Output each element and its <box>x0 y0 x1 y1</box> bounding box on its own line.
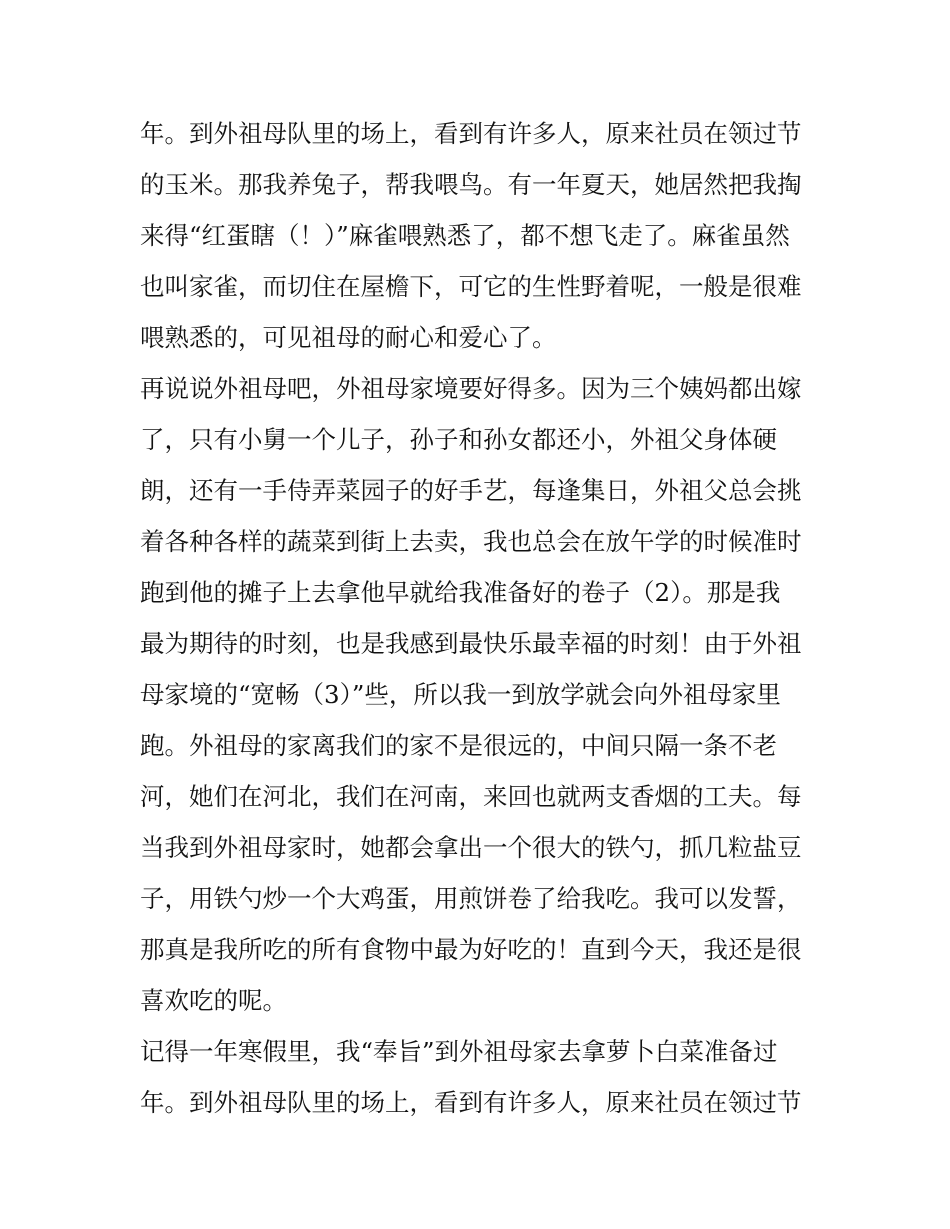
text-line: 记得一年寒假里，我“奉旨”到外祖母家去拿萝卜白菜准备过 <box>140 1037 778 1066</box>
text-line: 最为期待的时刻，也是我感到最快乐最幸福的时刻！由于外祖 <box>140 629 802 658</box>
text-line: 当我到外祖母家时，她都会拿出一个很大的铁勺，抓几粒盐豆 <box>140 833 802 862</box>
text-line: 着各种各样的蔬菜到街上去卖，我也总会在放午学的时候准时 <box>140 527 802 556</box>
text-line: 母家境的“宽畅（3）”些，所以我一到放学就会向外祖母家里 <box>140 680 781 709</box>
body-text <box>140 108 820 1128</box>
text-line: 跑到他的摊子上去拿他早就给我准备好的卷子（2）。那是我 <box>140 578 781 607</box>
text-line: 那真是我所吃的所有食物中最为好吃的！直到今天，我还是很 <box>140 935 802 964</box>
text-line: 也叫家雀，而切住在屋檐下，可它的生性野着呢，一般是很难 <box>140 272 802 301</box>
text-line: 的玉米。那我养兔子，帮我喂鸟。有一年夏天，她居然把我掏 <box>140 170 802 199</box>
text-line: 了，只有小舅一个儿子，孙子和孙女都还小，外祖父身体硬 <box>140 425 777 454</box>
text-line: 河，她们在河北，我们在河南，来回也就两支香烟的工夫。每 <box>140 782 802 811</box>
text-line: 年。到外祖母队里的场上，看到有许多人，原来社员在领过节 <box>140 119 802 148</box>
text-line: 朗，还有一手侍弄菜园子的好手艺，每逢集日，外祖父总会挑 <box>140 476 802 505</box>
text-line: 喂熟悉的，可见祖母的耐心和爱心了。 <box>140 323 557 352</box>
text-line: 年。到外祖母队里的场上，看到有许多人，原来社员在领过节 <box>140 1088 802 1117</box>
text-line: 喜欢吃的呢。 <box>140 986 287 1015</box>
text-line: 来得“红蛋瞎（！）”麻雀喂熟悉了，都不想飞走了。麻雀虽然 <box>140 221 790 250</box>
text-line: 子，用铁勺炒一个大鸡蛋，用煎饼卷了给我吃。我可以发誓， <box>140 884 802 913</box>
text-line: 再说说外祖母吧，外祖母家境要好得多。因为三个姨妈都出嫁 <box>140 374 802 403</box>
text-line: 跑。外祖母的家离我们的家不是很远的，中间只隔一条不老 <box>140 731 777 760</box>
